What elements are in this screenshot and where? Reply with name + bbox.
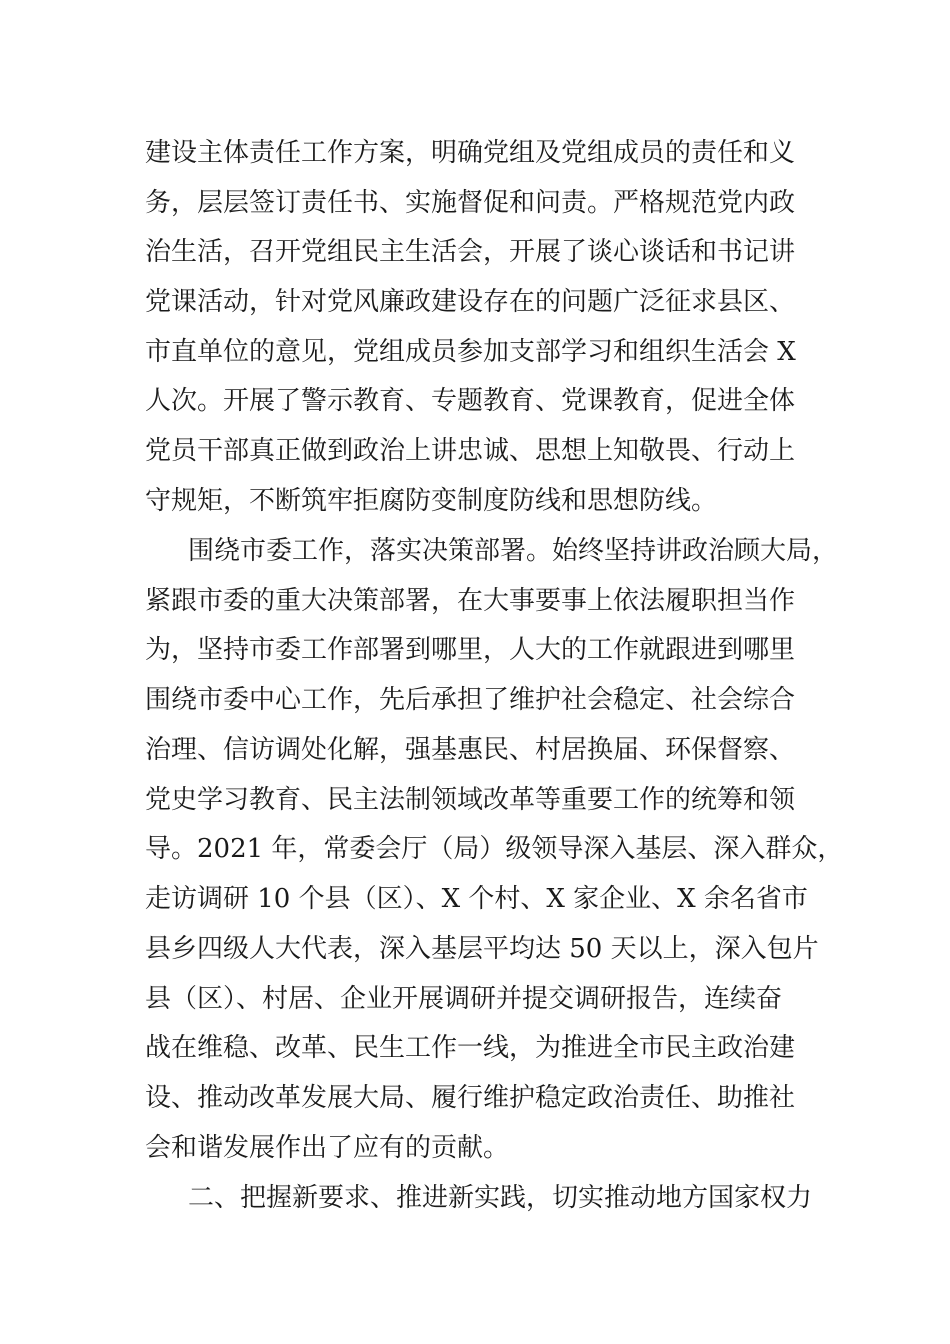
text-line: 治生活，召开党组民主生活会，开展了谈心谈话和书记讲 (145, 237, 796, 267)
text-line: 党课活动，针对党风廉政建设存在的问题广泛征求县区、 (145, 287, 796, 317)
text-line: 紧跟市委的重大决策部署，在大事要事上依法履职担当作 (145, 586, 796, 616)
text-line: 导。2021 年，常委会厅（局）级领导深入基层、深入群众， (145, 834, 844, 864)
text-line: 战在维稳、改革、民生工作一线，为推进全市民主政治建 (145, 1033, 796, 1063)
text-line: 为，坚持市委工作部署到哪里，人大的工作就跟进到哪里 (145, 635, 796, 665)
text-line: 围绕市委中心工作，先后承担了维护社会稳定、社会综合 (145, 685, 796, 715)
text-line: 县乡四级人大代表，深入基层平均达 50 天以上，深入包片 (145, 934, 819, 964)
text-line: 守规矩，不断筑牢拒腐防变制度防线和思想防线。 (145, 486, 718, 516)
text-line: 走访调研 10 个县（区）、X 个村、X 家企业、X 余名省市 (145, 884, 808, 914)
text-line: 市直单位的意见，党组成员参加支部学习和组织生活会 X (145, 337, 796, 367)
text-line: 会和谐发展作出了应有的贡献。 (145, 1133, 510, 1163)
section-heading-line: 二、把握新要求、推进新实践，切实推动地方国家权力 (188, 1183, 813, 1213)
text-line: 县（区）、村居、企业开展调研并提交调研报告，连续奋 (145, 984, 783, 1014)
text-line: 设、推动改革发展大局、履行维护稳定政治责任、助推社 (145, 1083, 796, 1113)
text-line: 党史学习教育、民主法制领域改革等重要工作的统筹和领 (145, 785, 796, 815)
text-line: 务，层层签订责任书、实施督促和问责。严格规范党内政 (145, 188, 796, 218)
text-line: 治理、信访调处化解，强基惠民、村居换届、环保督察、 (145, 735, 796, 765)
text-line: 党员干部真正做到政治上讲忠诚、思想上知敬畏、行动上 (145, 436, 796, 466)
text-line: 建设主体责任工作方案，明确党组及党组成员的责任和义 (145, 138, 796, 168)
text-line: 人次。开展了警示教育、专题教育、党课教育，促进全体 (145, 386, 796, 416)
paragraph-start-line: 围绕市委工作，落实决策部署。始终坚持讲政治顾大局， (188, 536, 839, 566)
